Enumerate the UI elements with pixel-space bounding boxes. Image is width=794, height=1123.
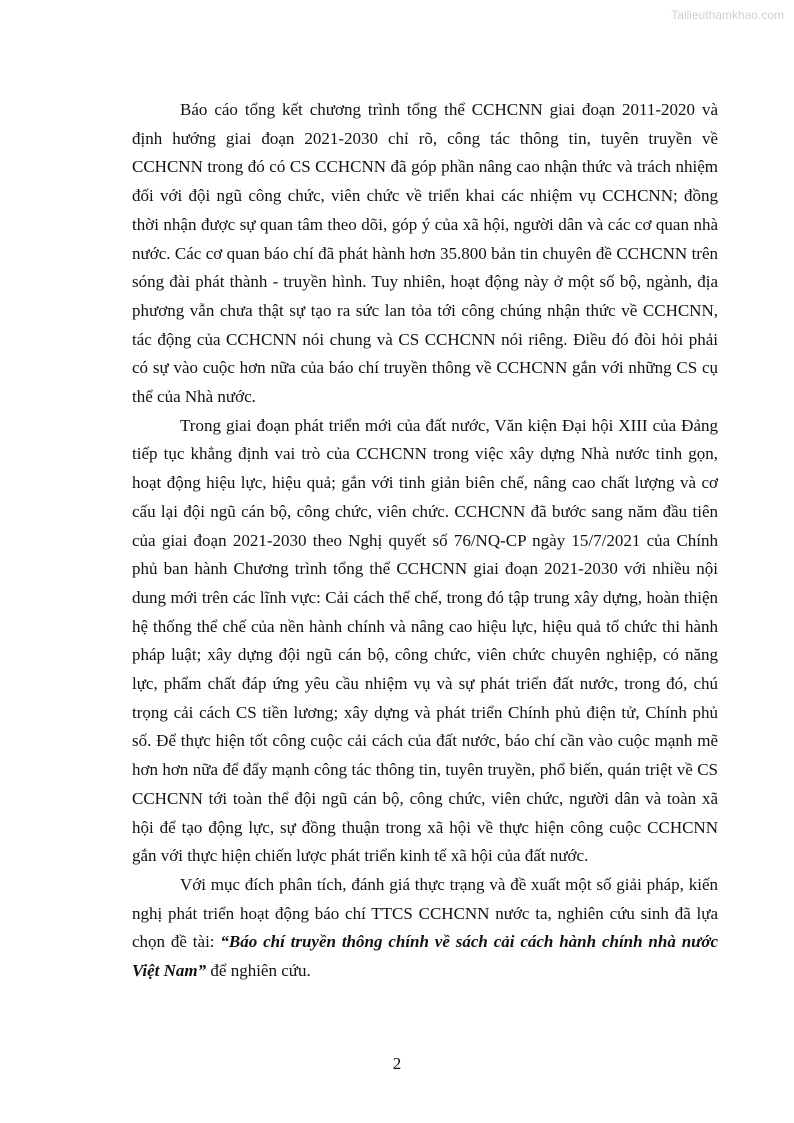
paragraph-3-end: để nghiên cứu. xyxy=(206,961,311,981)
watermark: Tailieuthamkhao.com xyxy=(671,8,784,22)
paragraph-2: Trong giai đoạn phát triển mới của đất nước, Văn kiện Đại hội XIII của Đảng tiếp tục khẳng định vai trò của CCHCNN trong việc xây dựng Nhà nước tinh gọn, hoạt động hiệu lực, hiệu quả; gắn với tinh giản biên chế, nâng cao chất lượng và cơ cấu lại đội ngũ cán bộ, công chức, viên chức. CCHCNN đã bước sang năm đầu tiên của giai đoạn 2021-2030 theo Nghị quyết số 76/NQ-CP ngày 15/7/2021 của Chính phủ ban hành Chương trình tổng thể CCHCNN giai đoạn 2021-2030 với nhiều nội dung mới trên các lĩnh vực: Cải cách thể chế, trong đó tập trung xây dựng, hoàn thiện hệ thống thể chế của nền hành chính và nâng cao hiệu lực, hiệu quả tổ chức thi hành pháp luật; xây dựng đội ngũ cán bộ, công chức, viên chức chuyên nghiệp, có năng lực, phẩm chất đáp ứng yêu cầu nhiệm vụ và sự phát triển đất nước, trong đó, chú trọng cải cách CS tiền lương; xây dựng và phát triển Chính phủ điện tử, Chính phủ số. Để thực hiện tốt công cuộc cải cách của đất nước, báo chí cần vào cuộc mạnh mẽ hơn hơn nữa để đẩy mạnh công tác thông tin, tuyên truyền, phổ biến, quán triệt về CS CCHCNN tới toàn thể đội ngũ cán bộ, công chức, viên chức, người dân và toàn xã hội để tạo động lực, sự đồng thuận trong xã hội về thực hiện công cuộc CCHCNN gắn với thực hiện chiến lược phát triển kinh tế xã hội của đất nước. xyxy=(132,415,718,866)
document-body xyxy=(132,96,718,986)
paragraph-3-start: Với mục đích phân tích, đánh giá thực trạng và đề xuất một số giải pháp, kiến nghị phát triển hoạt động báo chí TTCS CCHCNN nước ta, nghiên cứu sinh đã lựa chọn đề tài: xyxy=(132,874,718,952)
paragraph-3 xyxy=(132,871,718,986)
thesis-title: “Báo chí truyền thông chính về sách cải cách hành chính nhà nước Việt Nam” xyxy=(132,932,718,981)
paragraph-1: Báo cáo tổng kết chương trình tổng thể CCHCNN giai đoạn 2011-2020 và định hướng giai đoạn 2021-2030 chỉ rõ, công tác thông tin, tuyên truyền về CCHCNN trong đó có CS CCHCNN đã góp phần nâng cao nhận thức và trách nhiệm đối với đội ngũ công chức, viên chức về triển khai các nhiệm vụ CCHCNN; đồng thời nhận được sự quan tâm theo dõi, góp ý của xã hội, người dân và các cơ quan nhà nước. Các cơ quan báo chí đã phát hành hơn 35.800 bản tin chuyên đề CCHCNN trên sóng đài phát thành - truyền hình. Tuy nhiên, hoạt động này ở một số bộ, ngành, địa phương vẫn chưa thật sự tạo ra sức lan tỏa tới công chúng nhận thức về CCHCNN, tác động của CCHCNN nói chung và CS CCHCNN nói riêng. Điều đó đòi hỏi phải có sự vào cuộc hơn nữa của báo chí truyền thông về CCHCNN gắn với những CS cụ thể của Nhà nước. xyxy=(132,100,718,407)
page-number: 2 xyxy=(392,1054,402,1073)
